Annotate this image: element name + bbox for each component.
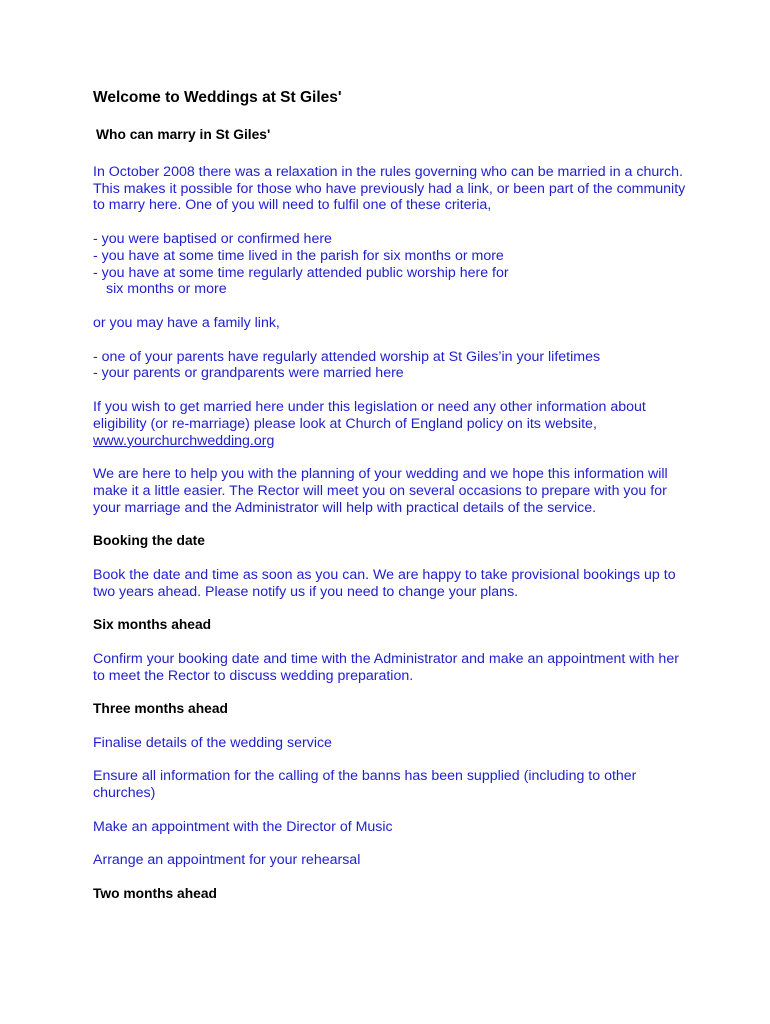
page-title: Welcome to Weddings at St Giles' (93, 89, 342, 106)
criteria-item: - you have at some time lived in the parish for six months or more (93, 247, 504, 264)
booking-paragraph: Book the date and time as soon as you can. We are happy to take provisional bookings up to two years ahead. Please notify us if you need to change your plans. (93, 566, 676, 600)
family-item: - one of your parents have regularly attended worship at St Giles’in your lifetimes (93, 348, 601, 365)
three-months-item: Finalise details of the wedding service (93, 734, 332, 751)
legislation-text: If you wish to get married here under this legislation or need any other information about eligibility (or re-marriage) please look at Church of England policy on its website, (93, 398, 646, 432)
six-months-paragraph: Confirm your booking date and time with the Administrator and make an appointment with her to meet the Rector to discuss wedding preparation. (93, 650, 679, 684)
criteria-list (93, 231, 693, 298)
six-months-heading: Six months ahead (93, 617, 212, 633)
criteria-item: - you were baptised or confirmed here (93, 230, 332, 247)
who-heading: Who can marry in St Giles' (96, 127, 271, 142)
website-link[interactable]: www.yourchurchwedding.org (93, 432, 275, 449)
criteria-item-continued: six months or more (106, 281, 227, 298)
three-months-item: Arrange an appointment for your rehearsal (93, 852, 361, 869)
family-item: - your parents or grandparents were married here (93, 365, 404, 382)
two-months-heading: Two months ahead (93, 886, 217, 902)
booking-heading: Booking the date (93, 533, 205, 549)
three-months-heading: Three months ahead (93, 701, 228, 717)
family-list (93, 349, 693, 383)
document-page (93, 88, 693, 920)
help-paragraph: We are here to help you with the planning of your wedding and we hope this information will make it a little easier. The Rector will meet you on several occasions to prepare with you for your marriage and the Administrator will help with practical details of the service. (93, 466, 668, 516)
three-months-item: Make an appointment with the Director of Music (93, 818, 393, 835)
legislation-paragraph (93, 399, 693, 449)
three-months-item: Ensure all information for the calling of the banns has been supplied (including to other churches) (93, 768, 637, 802)
criteria-item: - you have at some time regularly attended public worship here for (93, 264, 509, 281)
family-intro: or you may have a family link, (93, 314, 280, 331)
intro-paragraph: In October 2008 there was a relaxation in the rules governing who can be married in a church. This makes it possible for those who have previously had a link, or been part of the community to marry here. One of you will need to fulfil one of these criteria, (93, 163, 686, 214)
